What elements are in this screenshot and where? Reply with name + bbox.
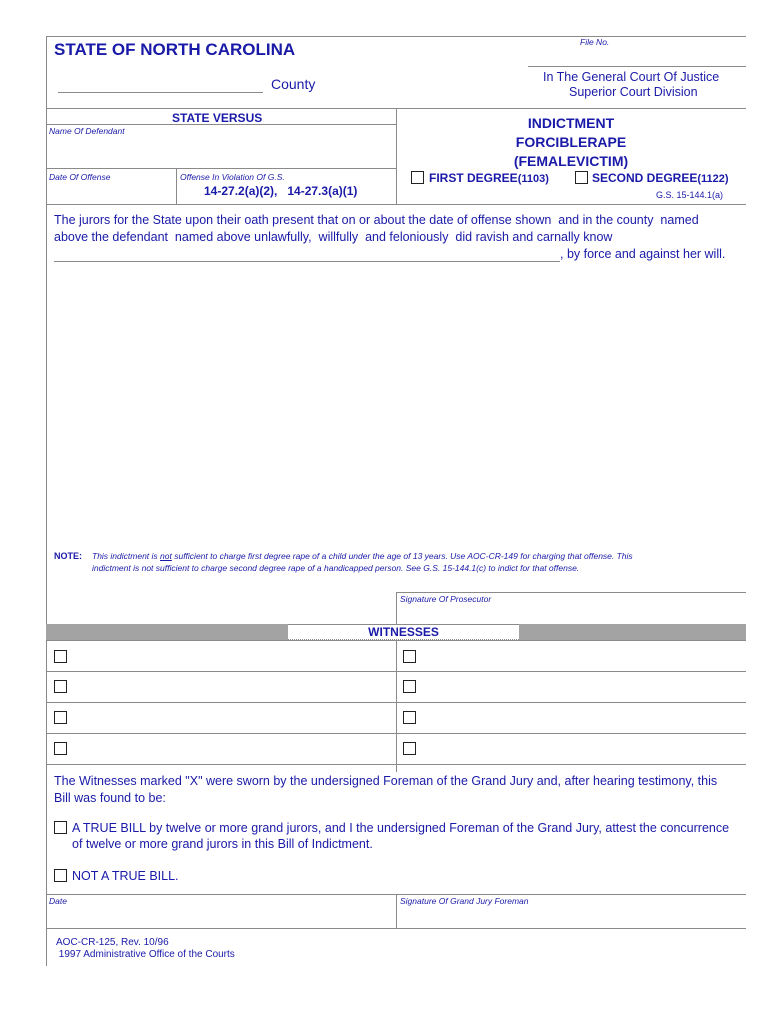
note-emphasis: not bbox=[160, 551, 172, 561]
caption-bottom-divider bbox=[46, 204, 746, 205]
form-number: AOC-CR-125, Rev. 10/96 bbox=[56, 937, 169, 948]
true-bill-line2: of twelve or more grand jurors in this Bill of Indictment. bbox=[72, 837, 373, 851]
note-line2: indictment is not sufficient to charge second degree rape of a handicapped person. See G.S. 15-144.1(c) to indict for that offense. bbox=[92, 563, 580, 573]
witness-col-divider bbox=[396, 640, 397, 772]
findings-intro-line2: Bill was found to be: bbox=[54, 791, 166, 805]
witness-checkbox-left-2[interactable] bbox=[54, 680, 67, 693]
true-bill-line1: A TRUE BILL by twelve or more grand jurors, and I the undersigned Foreman of the Grand Jury, attest the concurrence bbox=[72, 821, 730, 835]
name-of-defendant-label: Name Of Defendant bbox=[49, 126, 125, 136]
witness-checkbox-left-3[interactable] bbox=[54, 711, 67, 724]
witness-row-line-2 bbox=[46, 671, 746, 672]
title-offense: FORCIBLERAPE bbox=[515, 134, 627, 150]
charge-line3: , by force and against her will. bbox=[560, 247, 726, 261]
witness-checkbox-right-4[interactable] bbox=[403, 742, 416, 755]
witness-row-line-4 bbox=[46, 733, 746, 734]
state-title: STATE OF NORTH CAROLINA bbox=[54, 40, 296, 59]
first-degree-code: (1103) bbox=[517, 173, 549, 185]
second-degree-label: SECOND DEGREE bbox=[592, 171, 698, 185]
witness-band-left bbox=[46, 624, 288, 640]
foreman-signature-label: Signature Of Grand Jury Foreman bbox=[400, 896, 529, 906]
not-true-bill-checkbox[interactable] bbox=[54, 869, 67, 882]
title-victim: (FEMALEVICTIM) bbox=[513, 153, 629, 169]
not-true-bill-label: NOT A TRUE BILL. bbox=[72, 869, 179, 883]
witness-row-line-5 bbox=[46, 764, 746, 765]
witnesses-heading: WITNESSES bbox=[288, 624, 519, 640]
witness-band-right bbox=[519, 624, 746, 640]
court-line2: Superior Court Division bbox=[569, 85, 698, 99]
second-degree-checkbox[interactable] bbox=[575, 171, 588, 184]
form-copyright: 1997 Administrative Office of the Courts bbox=[56, 949, 235, 960]
note-label: NOTE: bbox=[54, 551, 82, 561]
witness-checkbox-left-4[interactable] bbox=[54, 742, 67, 755]
witness-checkbox-right-2[interactable] bbox=[403, 680, 416, 693]
victim-name-field[interactable] bbox=[54, 261, 560, 262]
prosecutor-signature-field[interactable] bbox=[397, 605, 745, 623]
witness-checkbox-right-3[interactable] bbox=[403, 711, 416, 724]
caption-underline bbox=[46, 124, 396, 125]
first-degree-label: FIRST DEGREE bbox=[429, 171, 518, 185]
prosecutor-top-line bbox=[396, 592, 746, 593]
charge-line2: above the defendant named above unlawfully, willfully and feloniously did ravish and carnally know bbox=[54, 230, 613, 244]
date-of-offense-label: Date Of Offense bbox=[49, 172, 111, 182]
true-bill-checkbox[interactable] bbox=[54, 821, 67, 834]
left-border bbox=[46, 36, 47, 966]
charge-line1: The jurors for the State upon their oath present that on or about the date of offense shown and in the county named bbox=[54, 213, 699, 227]
statutes: 14-27.2(a)(2), 14-27.3(a)(1) bbox=[204, 184, 358, 198]
foreman-signature-field[interactable] bbox=[397, 907, 745, 927]
witness-row-line-3 bbox=[46, 702, 746, 703]
second-degree-code: (1122) bbox=[697, 173, 729, 185]
state-versus: STATE VERSUS bbox=[172, 111, 263, 125]
witness-row-line-1 bbox=[46, 640, 746, 641]
second-degree-option bbox=[592, 171, 729, 185]
county-label: County bbox=[271, 76, 316, 92]
witness-checkbox-right-1[interactable] bbox=[403, 650, 416, 663]
date-field[interactable] bbox=[47, 907, 395, 927]
date-label: Date bbox=[49, 896, 67, 906]
witness-checkbox-left-1[interactable] bbox=[54, 650, 67, 663]
prosecutor-signature-label: Signature Of Prosecutor bbox=[400, 594, 492, 604]
note-text-a: This indictment is bbox=[92, 551, 161, 561]
findings-intro-line1: The Witnesses marked "X" were sworn by the undersigned Foreman of the Grand Jury and, after hearing testimony, this bbox=[54, 774, 718, 788]
defendant-divider bbox=[46, 168, 396, 169]
footer-sig-bottom-line bbox=[46, 928, 746, 929]
title-indictment: INDICTMENT bbox=[527, 115, 615, 131]
note-text-b: sufficient to charge first degree rape of a child under the age of 13 years. Use AOC-CR-149 for charging that offense. This bbox=[171, 551, 633, 561]
file-no-label: File No. bbox=[580, 37, 610, 47]
gs-reference: G.S. 15-144.1(a) bbox=[656, 190, 724, 200]
first-degree-option bbox=[429, 171, 549, 185]
note-line1 bbox=[92, 551, 633, 561]
court-line1: In The General Court Of Justice bbox=[543, 70, 720, 84]
date-divider bbox=[176, 168, 177, 204]
violation-label: Offense In Violation Of G.S. bbox=[180, 172, 285, 182]
top-border bbox=[46, 36, 746, 37]
first-degree-checkbox[interactable] bbox=[411, 171, 424, 184]
file-no-field[interactable] bbox=[528, 66, 746, 67]
county-field[interactable] bbox=[58, 92, 263, 93]
